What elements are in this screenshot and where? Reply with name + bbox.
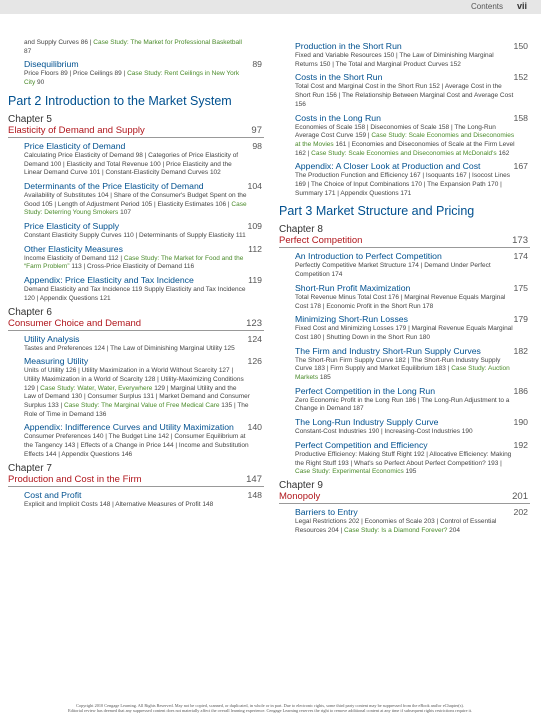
subtopic-list bbox=[279, 428, 530, 437]
section-page-number: 126 bbox=[247, 356, 262, 367]
toc-section-entry[interactable] bbox=[279, 41, 530, 51]
subtopic-text: Demand Elasticity and Tax Incidence 119 Supply Elasticity and Tax Incidence 120 | Appendix Questions 121 bbox=[24, 286, 246, 302]
section-page-number: 124 bbox=[247, 333, 262, 344]
section-title-link[interactable]: Disequilibrium bbox=[24, 59, 79, 70]
subtopic-list bbox=[8, 255, 264, 272]
chapter-title-entry[interactable] bbox=[279, 491, 530, 504]
subtopic-text: Calculating Price Elasticity of Demand 98 | Categories of Price Elasticity of Demand 100 | Elasticity and Total Revenue 100 | Price Elasticity and the Linear Demand Curve 101 | Constant-Elasticity Demand Curves 102 bbox=[24, 151, 239, 177]
toc-section-entry[interactable] bbox=[8, 59, 264, 69]
toc-section-entry[interactable] bbox=[8, 181, 264, 191]
section-page-number: 89 bbox=[252, 59, 262, 70]
toc-section-entry[interactable] bbox=[279, 283, 530, 293]
section-title-link[interactable]: Determinants of the Price Elasticity of Demand bbox=[24, 180, 204, 191]
subtopic-list bbox=[279, 83, 530, 109]
subtopic-text: 185 bbox=[318, 374, 331, 382]
page-number: vii bbox=[516, 1, 527, 11]
running-header-title: Contents bbox=[470, 2, 503, 11]
subtopic-text: and Supply Curves 86 | bbox=[24, 39, 94, 46]
chapter-title-entry[interactable] bbox=[8, 474, 264, 487]
case-study-link[interactable]: Case Study: Experimental Economics bbox=[295, 468, 404, 476]
subtopic-list bbox=[279, 262, 530, 279]
section-page-number: 158 bbox=[513, 112, 528, 123]
case-study-link[interactable]: Case Study: The Market for Food and the “Farm Problem” bbox=[24, 254, 244, 271]
part-heading: Part 2 Introduction to the Market System bbox=[8, 93, 232, 108]
section-page-number: 186 bbox=[513, 385, 528, 396]
section-title-link[interactable]: The Firm and Industry Short-Run Supply Curves bbox=[295, 345, 481, 356]
section-page-number: 104 bbox=[247, 180, 262, 191]
toc-section-entry[interactable] bbox=[8, 221, 264, 231]
section-title-link[interactable]: Costs in the Long Run bbox=[295, 112, 381, 123]
subtopic-text: The Short-Run Firm Supply Curve 182 | The Short-Run Industry Supply Curve 183 | Firm Supply and Market Equilibrium 183 | bbox=[295, 356, 501, 373]
chapter-page-number: 173 bbox=[512, 235, 528, 247]
section-title-link[interactable]: Costs in the Short Run bbox=[295, 72, 383, 83]
subtopic-text: 195 bbox=[403, 468, 417, 476]
subtopic-list bbox=[279, 357, 530, 383]
subtopic-text: Income Elasticity of Demand 112 | bbox=[24, 254, 124, 262]
case-study-link[interactable]: Case Study: Is a Diamond Forever? bbox=[344, 526, 448, 534]
case-study-link[interactable]: Case Study: The Market for Professional Basketball bbox=[93, 39, 242, 46]
subtopic-text: Productive Efficiency: Making Stuff Right 192 | Allocative Efficiency: Making the Right Stuff 193 | What's so Perfect About Perfect Competition? 193 | bbox=[295, 450, 512, 467]
section-title-link[interactable]: Appendix: A Closer Look at Production and Cost bbox=[295, 161, 481, 172]
chapter-label: Chapter 6 bbox=[8, 306, 52, 318]
subtopic-list bbox=[279, 518, 530, 535]
toc-column-left bbox=[8, 38, 264, 509]
subtopic-list bbox=[8, 345, 264, 354]
chapter-label: Chapter 7 bbox=[8, 462, 52, 474]
subtopic-text: 204 bbox=[447, 526, 461, 534]
subtopic-text: Legal Restrictions 202 | Economies of Scale 203 | Control of Essential Resources 204 | bbox=[295, 517, 497, 534]
toc-section-entry[interactable] bbox=[279, 346, 530, 356]
subtopic-text: 162 bbox=[496, 149, 510, 157]
running-header bbox=[0, 0, 541, 14]
subtopic-text: Explicit and Implicit Costs 148 | Alternative Measures of Profit 148 bbox=[24, 500, 214, 508]
chapter-page-number: 97 bbox=[251, 124, 262, 136]
chapter-page-number: 201 bbox=[512, 490, 528, 502]
section-title-link[interactable]: The Long-Run Industry Supply Curve bbox=[295, 417, 439, 428]
subtopic-text: Tastes and Preferences 124 | The Law of Diminishing Marginal Utility 125 bbox=[24, 344, 235, 352]
case-study-link[interactable]: Case Study: Scale Economies and Diseconomies at the Movies bbox=[295, 132, 515, 148]
section-title-link[interactable]: An Introduction to Perfect Competition bbox=[295, 251, 442, 262]
section-page-number: 150 bbox=[513, 41, 528, 51]
section-title-link[interactable]: Utility Analysis bbox=[24, 333, 80, 344]
case-study-link[interactable]: Case Study: Rent Ceilings in New York City bbox=[24, 70, 240, 87]
subtopic-list bbox=[279, 397, 530, 414]
subtopic-list bbox=[279, 172, 530, 198]
subtopic-text: 161 | Economies and Diseconomies of Scale at the Firm Level 162 | bbox=[295, 140, 515, 157]
subtopic-list bbox=[8, 433, 264, 459]
part-heading: Part 3 Market Structure and Pricing bbox=[279, 204, 475, 219]
section-title-link[interactable]: Perfect Competition in the Long Run bbox=[295, 385, 436, 396]
chapter-title-link[interactable]: Elasticity of Demand and Supply bbox=[8, 124, 145, 136]
section-page-number: 174 bbox=[513, 251, 528, 262]
subtopic-text: Fixed and Variable Resources 150 | The Law of Diminishing Marginal Returns 150 | The Total and Marginal Product Curves 152 bbox=[295, 52, 494, 68]
case-study-link[interactable]: Case Study: The Marginal Value of Free Medical Care bbox=[64, 402, 220, 410]
toc-section-entry[interactable] bbox=[8, 356, 264, 366]
subtopic-text: Constant-Cost Industries 190 | Increasing-Cost Industries 190 bbox=[295, 428, 473, 436]
section-page-number: 152 bbox=[513, 72, 528, 83]
section-page-number: 119 bbox=[248, 275, 262, 286]
chapter-title-link[interactable]: Perfect Competition bbox=[279, 235, 363, 247]
section-page-number: 109 bbox=[247, 221, 262, 232]
toc-section-entry[interactable] bbox=[8, 275, 264, 285]
section-title-link[interactable]: Perfect Competition and Efficiency bbox=[295, 439, 428, 450]
subtopic-list bbox=[8, 70, 264, 87]
toc-section-entry[interactable] bbox=[8, 244, 264, 254]
chapter-title-entry[interactable] bbox=[8, 125, 264, 138]
toc-column-right bbox=[279, 38, 530, 535]
subtopic-text: 107 bbox=[118, 209, 131, 217]
chapter-label: Chapter 8 bbox=[279, 224, 323, 236]
subtopic-text: 135 | The Role of Time in Demand 136 bbox=[24, 402, 249, 418]
section-page-number: 192 bbox=[513, 439, 528, 450]
case-study-link[interactable]: Case Study: Auction Markets bbox=[295, 365, 510, 382]
chapter-title-link[interactable]: Consumer Choice and Demand bbox=[8, 317, 142, 329]
toc-section-entry[interactable] bbox=[279, 161, 530, 171]
subtopic-list bbox=[8, 152, 264, 178]
subtopic-list bbox=[8, 192, 264, 218]
chapter-title-entry[interactable] bbox=[8, 318, 264, 331]
subtopic-text: Total Revenue Minus Total Cost 176 | Marginal Revenue Equals Marginal Cost 178 | Economic Profit in the Short Run 178 bbox=[295, 293, 506, 310]
section-page-number: 190 bbox=[513, 417, 528, 428]
section-title-link[interactable]: Price Elasticity of Demand bbox=[24, 140, 126, 151]
toc-section-entry[interactable] bbox=[8, 422, 264, 432]
copyright-line-1: Copyright 2010 Cengage Learning. All Rights Reserved. May not be copied, scanned, or duplicated, in whole or in part. Due to electronic rights, some third party content may be suppressed from the eBook and/or eChapter(s). bbox=[76, 703, 464, 708]
toc-section-entry[interactable] bbox=[8, 141, 264, 151]
case-study-link[interactable]: Case Study: Scale Economies and Diseconomies at McDonald's bbox=[311, 149, 497, 157]
subtopic-text: The Production Function and Efficiency 167 | Isoquants 167 | Isocost Lines 169 | The Choice of Input Combinations 170 | The Expansion Path 170 | Summary 171 | Appendix Questions 171 bbox=[295, 172, 510, 197]
section-page-number: 112 bbox=[248, 243, 262, 254]
subtopic-text: Units of Utility 126 | Utility Maximization in a World Without Scarcity 127 | Utility Maximization in a World of Scarcity 128 | Utility-Maximizing Conditions 129 | bbox=[24, 367, 244, 392]
section-page-number: 167 bbox=[513, 161, 528, 172]
section-page-number: 175 bbox=[513, 282, 528, 293]
section-page-number: 202 bbox=[513, 506, 528, 517]
subtopic-list bbox=[279, 52, 530, 69]
subtopic-list bbox=[279, 451, 530, 477]
chapter-title-entry[interactable] bbox=[279, 235, 530, 248]
case-study-link[interactable]: Case Study: Deterring Young Smokers bbox=[24, 200, 247, 217]
subtopic-list bbox=[8, 286, 264, 303]
section-title-link[interactable]: Minimizing Short-Run Losses bbox=[295, 314, 408, 325]
chapter-title-link[interactable]: Production and Cost in the Firm bbox=[8, 473, 142, 485]
subtopic-text: Economies of Scale 158 | Diseconomies of Scale 158 | The Long-Run Average Cost Curve 159 | bbox=[295, 123, 496, 140]
copyright-footer bbox=[20, 703, 520, 714]
section-page-number: 179 bbox=[513, 314, 528, 325]
subtopic-text: 129 | Marginal Utility and the Law of Demand 130 | Consumer Surplus 131 | Market Demand and Consumer Surplus 133 | bbox=[24, 384, 250, 410]
subtopic-text: Perfectly Competitive Market Structure 174 | Demand Under Perfect Competition 174 bbox=[295, 262, 491, 279]
subtopic-list bbox=[279, 294, 530, 311]
section-title-link[interactable]: Production in the Short Run bbox=[295, 41, 402, 51]
section-title-link[interactable]: Barriers to Entry bbox=[295, 506, 358, 517]
toc-section-entry[interactable] bbox=[279, 507, 530, 517]
toc-section-entry[interactable] bbox=[279, 314, 530, 324]
subtopic-list bbox=[279, 325, 530, 342]
subtopic-text: Consumer Preferences 140 | The Budget Line 142 | Consumer Equilibrium at the Tangency 143 | Effects of a Change in Price 144 | Income and Substitution Effects 144 | Appendix Questions 146 bbox=[24, 433, 249, 458]
section-title-link[interactable]: Short-Run Profit Maximization bbox=[295, 282, 411, 293]
subtopic-text: 87 bbox=[24, 47, 32, 55]
toc-section-entry[interactable] bbox=[279, 251, 530, 261]
case-study-link[interactable]: Case Study: Water, Water, Everywhere bbox=[40, 384, 153, 392]
chapter-label: Chapter 5 bbox=[8, 113, 52, 125]
subtopic-list bbox=[8, 501, 264, 510]
toc-section-entry[interactable] bbox=[8, 490, 264, 500]
copyright-line-2: Editorial review has deemed that any suppressed content does not materially affect the overall learning experience. Cengage Learning reserves the right to remove additional content at any time if subsequent rights restrictions require it. bbox=[67, 708, 473, 714]
chapter-page-number: 123 bbox=[246, 317, 262, 329]
section-title-link[interactable]: Appendix: Price Elasticity and Tax Incidence bbox=[24, 275, 194, 286]
subtopic-text: 113 | Cross-Price Elasticity of Demand 116 bbox=[69, 263, 195, 271]
section-title-link[interactable]: Measuring Utility bbox=[24, 356, 89, 367]
section-page-number: 148 bbox=[247, 489, 262, 500]
subtopic-text: Total Cost and Marginal Cost in the Short Run 152 | Average Cost in the Short Run 156 | The Relationship Between Marginal Cost and Average Cost 156 bbox=[295, 83, 514, 108]
section-page-number: 140 bbox=[247, 422, 262, 433]
chapter-page-number: 147 bbox=[246, 473, 262, 485]
toc-section-entry[interactable] bbox=[279, 417, 530, 427]
subtopic-text: Constant Elasticity Supply Curves 110 | Determinants of Supply Elasticity 111 bbox=[24, 232, 246, 240]
subtopic-list bbox=[279, 124, 530, 159]
subtopic-list bbox=[8, 367, 264, 419]
section-page-number: 182 bbox=[513, 345, 528, 356]
chapter-title-link[interactable]: Monopoly bbox=[279, 490, 321, 502]
subtopic-text: Fixed Cost and Minimizing Losses 179 | Marginal Revenue Equals Marginal Cost 180 | Shutting Down in the Short Run 180 bbox=[295, 325, 513, 341]
subtopic-text: Availability of Substitutes 104 | Share of the Consumer's Budget Spent on the Good 105 | Length of Adjustment Period 105 | Elasticity Estimates 106 | bbox=[24, 191, 247, 208]
toc-section-entry[interactable] bbox=[279, 386, 530, 396]
section-title-link[interactable]: Appendix: Indifference Curves and Utility Maximization bbox=[24, 422, 234, 433]
toc-section-entry[interactable] bbox=[279, 72, 530, 82]
chapter-label: Chapter 9 bbox=[279, 479, 323, 491]
toc-section-entry[interactable] bbox=[8, 334, 264, 344]
section-title-link[interactable]: Other Elasticity Measures bbox=[24, 243, 123, 254]
subtopic-list bbox=[8, 39, 264, 56]
subtopic-text: Zero Economic Profit in the Long Run 186 | The Long-Run Adjustment to a Change in Demand 187 bbox=[295, 396, 510, 413]
section-page-number: 98 bbox=[252, 140, 262, 151]
subtopic-text: 90 bbox=[35, 79, 45, 87]
section-title-link[interactable]: Cost and Profit bbox=[24, 489, 82, 500]
section-title-link[interactable]: Price Elasticity of Supply bbox=[24, 221, 120, 232]
subtopic-list bbox=[8, 232, 264, 241]
subtopic-text: Price Floors 89 | Price Ceilings 89 | bbox=[24, 70, 128, 78]
toc-section-entry[interactable] bbox=[279, 113, 530, 123]
toc-section-entry[interactable] bbox=[279, 440, 530, 450]
